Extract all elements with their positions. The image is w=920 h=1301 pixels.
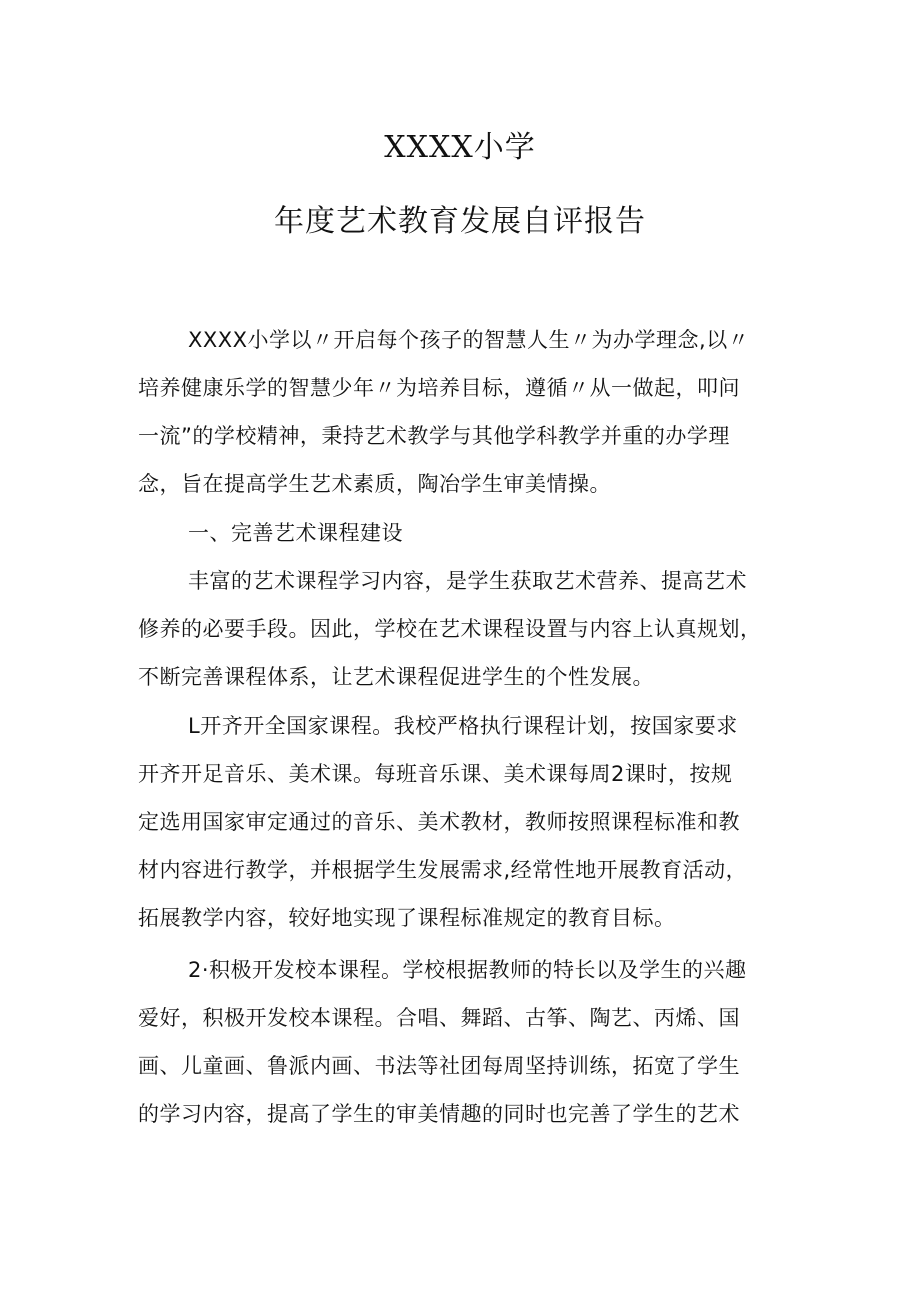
- paragraph-line: 念，旨在提高学生艺术素质，陶冶学生审美情操。: [138, 472, 611, 496]
- paragraph-line: 的学习内容，提高了学生的审美情趣的同时也完善了学生的艺术: [138, 1102, 740, 1126]
- paragraph-line: 材内容进行教学，并根据学生发展需求,经常性地开展教育活动，: [138, 858, 748, 882]
- document-title-report: 年度艺术教育发展自评报告: [274, 204, 646, 239]
- document-title-school: XXXX小学: [384, 130, 536, 165]
- paragraph-line: 培养健康乐学的智慧少年〃为培养目标，遵循〃从一做起，叩问: [138, 376, 740, 400]
- section-heading: 一、完善艺术课程建设: [188, 521, 403, 545]
- paragraph-line: 画、儿童画、鲁派内画、书法等社团每周坚持训练，拓宽了学生: [138, 1054, 740, 1078]
- paragraph-line: 丰富的艺术课程学习内容，是学生获取艺术营养、提高艺术: [188, 569, 747, 593]
- paragraph-line: 拓展教学内容，较好地实现了课程标准规定的教育目标。: [138, 906, 676, 930]
- paragraph-line: 2·积极开发校本课程。学校根据教师的特长以及学生的兴趣: [188, 958, 747, 982]
- paragraph-line: XXXX小学以〃开启每个孩子的智慧人生〃为办学理念,以〃: [188, 328, 750, 352]
- paragraph-line: 一流”的学校精神，秉持艺术教学与其他学科教学并重的办学理: [138, 424, 730, 448]
- paragraph-line: L开齐开全国家课程。我校严格执行课程计划，按国家要求: [188, 714, 738, 738]
- paragraph-line: 修养的必要手段。因此，学校在艺术课程设置与内容上认真规划，: [138, 617, 762, 641]
- paragraph-line: 爱好，积极开发校本课程。合唱、舞蹈、古筝、陶艺、丙烯、国: [138, 1006, 740, 1030]
- paragraph-line: 开齐开足音乐、美术课。每班音乐课、美术课每周2课时，按规: [138, 762, 733, 786]
- paragraph-line: 不断完善课程体系，让艺术课程促进学生的个性发展。: [138, 665, 654, 689]
- paragraph-line: 定选用国家审定通过的音乐、美术教材，教师按照课程标准和教: [138, 810, 740, 834]
